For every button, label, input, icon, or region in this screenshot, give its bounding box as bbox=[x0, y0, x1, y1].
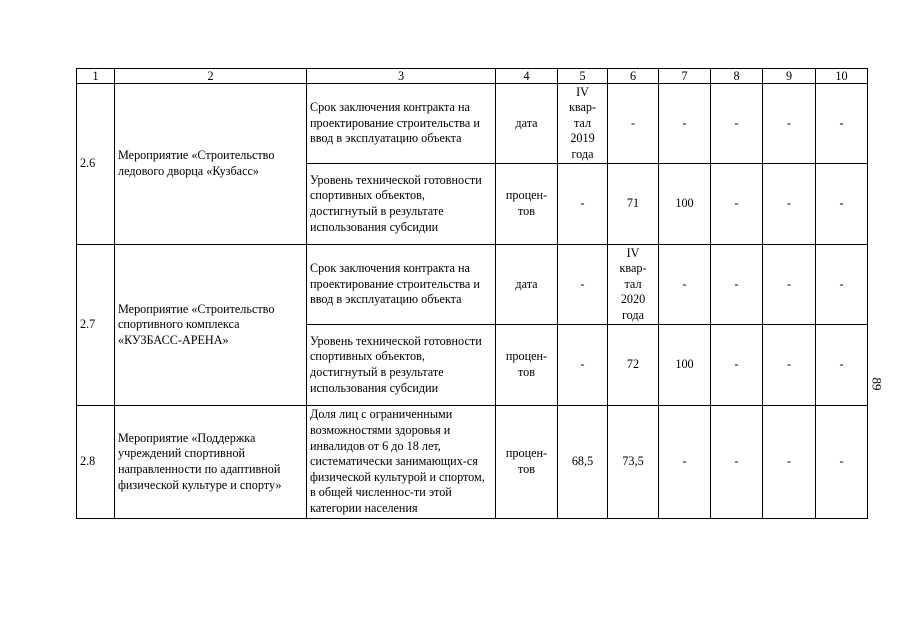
measure-name: Мероприятие «Строительство ледового дворца «Кузбасс» bbox=[115, 84, 307, 245]
header-cell: 5 bbox=[558, 69, 608, 84]
unit-cell: процен- тов bbox=[496, 164, 558, 245]
value-cell: - bbox=[659, 245, 711, 325]
value-cell: - bbox=[816, 245, 868, 325]
header-cell: 10 bbox=[816, 69, 868, 84]
indicator-name: Уровень технической готовности спортивных объектов, достигнутый в результате использования субсидии bbox=[307, 164, 496, 245]
value-cell: - bbox=[711, 164, 763, 245]
value-cell: - bbox=[763, 406, 816, 519]
value-cell: - bbox=[763, 325, 816, 406]
row-number: 2.8 bbox=[77, 406, 115, 519]
header-row bbox=[77, 69, 868, 84]
page-number: 89 bbox=[869, 377, 885, 391]
value-cell: 100 bbox=[659, 164, 711, 245]
value-cell: 100 bbox=[659, 325, 711, 406]
value-cell: 73,5 bbox=[608, 406, 659, 519]
value-cell: - bbox=[711, 406, 763, 519]
value-cell: 68,5 bbox=[558, 406, 608, 519]
header-cell: 3 bbox=[307, 69, 496, 84]
indicator-name: Уровень технической готовности спортивных объектов, достигнутый в результате использования субсидии bbox=[307, 325, 496, 406]
value-cell: - bbox=[608, 84, 659, 164]
table-row bbox=[77, 245, 868, 325]
indicators-table bbox=[76, 68, 868, 519]
unit-cell: дата bbox=[496, 84, 558, 164]
value-cell: IV квар- тал 2020 года bbox=[608, 245, 659, 325]
unit-cell: процен- тов bbox=[496, 325, 558, 406]
header-cell: 9 bbox=[763, 69, 816, 84]
header-cell: 2 bbox=[115, 69, 307, 84]
value-cell: - bbox=[711, 325, 763, 406]
value-cell: 71 bbox=[608, 164, 659, 245]
indicator-name: Срок заключения контракта на проектирование строительства и ввод в эксплуатацию объекта bbox=[307, 84, 496, 164]
indicator-name: Доля лиц с ограниченными возможностями здоровья и инвалидов от 6 до 18 лет, систематически занимающих-ся физической культурой и спортом, в общей численнос-ти этой категории населения bbox=[307, 406, 496, 519]
value-cell: - bbox=[763, 84, 816, 164]
table-row bbox=[77, 84, 868, 164]
unit-cell: дата bbox=[496, 245, 558, 325]
value-cell: - bbox=[711, 84, 763, 164]
row-number: 2.6 bbox=[77, 84, 115, 245]
value-cell: - bbox=[558, 164, 608, 245]
row-number: 2.7 bbox=[77, 245, 115, 406]
value-cell: - bbox=[558, 325, 608, 406]
measure-name: Мероприятие «Строительство спортивного комплекса «КУЗБАСС-АРЕНА» bbox=[115, 245, 307, 406]
measure-name: Мероприятие «Поддержка учреждений спортивной направленности по адаптивной физической культуре и спорту» bbox=[115, 406, 307, 519]
header-cell: 4 bbox=[496, 69, 558, 84]
indicator-name: Срок заключения контракта на проектирование строительства и ввод в эксплуатацию объекта bbox=[307, 245, 496, 325]
header-cell: 6 bbox=[608, 69, 659, 84]
value-cell: - bbox=[816, 406, 868, 519]
value-cell: - bbox=[659, 84, 711, 164]
value-cell: - bbox=[763, 164, 816, 245]
value-cell: - bbox=[816, 84, 868, 164]
value-cell: - bbox=[763, 245, 816, 325]
value-cell: 72 bbox=[608, 325, 659, 406]
value-cell: - bbox=[816, 164, 868, 245]
value-cell: - bbox=[816, 325, 868, 406]
header-cell: 1 bbox=[77, 69, 115, 84]
value-cell: - bbox=[711, 245, 763, 325]
value-cell: IV квар- тал 2019 года bbox=[558, 84, 608, 164]
unit-cell: процен- тов bbox=[496, 406, 558, 519]
value-cell: - bbox=[558, 245, 608, 325]
value-cell: - bbox=[659, 406, 711, 519]
header-cell: 8 bbox=[711, 69, 763, 84]
table-row bbox=[77, 406, 868, 519]
header-cell: 7 bbox=[659, 69, 711, 84]
